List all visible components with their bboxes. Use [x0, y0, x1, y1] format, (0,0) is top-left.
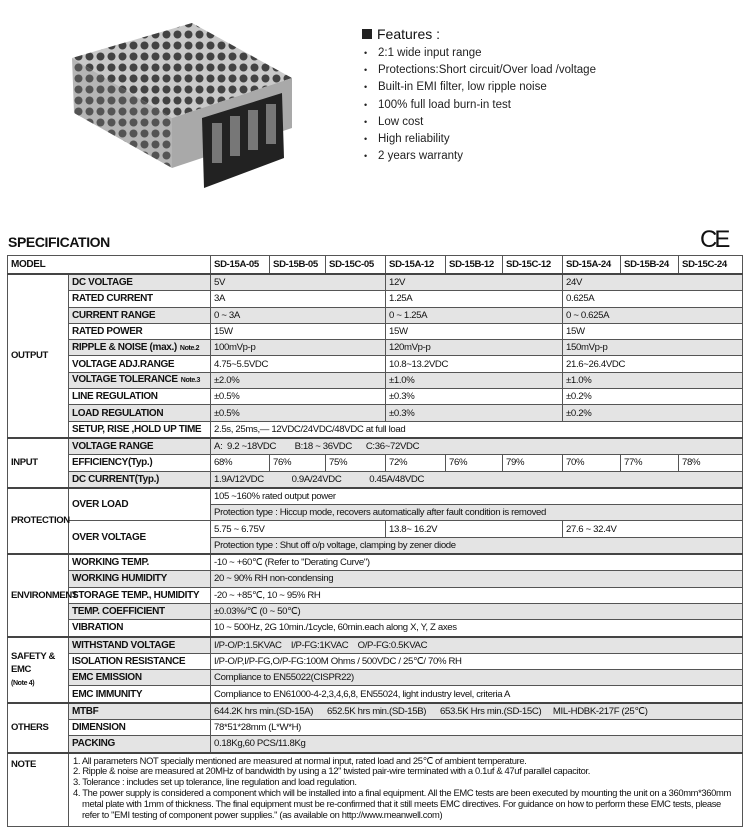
parameter-label [69, 405, 211, 421]
parameter-value: ±1.0% [563, 372, 743, 388]
parameter-label [69, 488, 211, 521]
section-name: OTHERS [11, 722, 49, 734]
parameter-value: 0 ~ 1.25A [386, 307, 563, 323]
parameter-label [69, 307, 211, 323]
parameter-label [69, 274, 211, 291]
parameter-name: EMC IMMUNITY [72, 688, 143, 700]
parameter-label [69, 323, 211, 339]
parameter-name: RIPPLE & NOISE (max.) [72, 341, 177, 353]
parameter-name: CURRENT RANGE [72, 309, 156, 321]
parameter-value: Compliance to EN61000-4-2,3,4,6,8, EN55024, light industry level, criteria A [211, 686, 743, 703]
section-name: OUTPUT [11, 350, 48, 362]
parameter-name: ISOLATION RESISTANCE [72, 655, 186, 667]
features-section [362, 26, 596, 165]
parameter-value: 10 ~ 500Hz, 2G 10min./1cycle, 60min.each along X, Y, Z axes [211, 620, 743, 637]
parameter-name: VIBRATION [72, 622, 124, 634]
parameter-value: 79% [503, 455, 563, 471]
table-row [8, 603, 743, 619]
parameter-name: DIMENSION [72, 722, 126, 734]
section-name: PROTECTION [11, 515, 70, 527]
table-row [8, 389, 743, 405]
parameter-label [69, 637, 211, 654]
parameter-value: 76% [446, 455, 503, 471]
parameter-value: 10.8~13.2VDC [386, 356, 563, 372]
table-row [8, 307, 743, 323]
table-row [8, 372, 743, 388]
parameter-value: ±0.5% [211, 405, 386, 421]
parameter-label [69, 521, 211, 554]
section-label [8, 637, 69, 703]
parameter-value: 1.9A/12VDC 0.9A/24VDC 0.45A/48VDC [211, 471, 743, 488]
parameter-value: ±2.0% [211, 372, 386, 388]
parameter-label [69, 554, 211, 571]
parameter-name: WORKING TEMP. [72, 557, 149, 569]
section-name: INPUT [11, 457, 38, 469]
parameter-value: 0.625A [563, 291, 743, 307]
parameter-name: EFFICIENCY(Typ.) [72, 457, 153, 469]
parameter-name: LINE REGULATION [72, 391, 158, 403]
parameter-name: MTBF [72, 705, 99, 717]
parameter-label [69, 291, 211, 307]
parameter-value: 24V [563, 274, 743, 291]
table-row [8, 488, 743, 505]
section-label [8, 488, 69, 554]
note-label: NOTE [8, 753, 69, 827]
parameter-name: DC VOLTAGE [72, 277, 133, 289]
parameter-value: 27.6 ~ 32.4V [563, 521, 743, 537]
table-row [8, 340, 743, 356]
parameter-label [69, 686, 211, 703]
table-row [8, 637, 743, 654]
parameter-value: ±0.5% [211, 389, 386, 405]
parameter-label [69, 653, 211, 669]
parameter-value: 78*51*28mm (L*W*H) [211, 720, 743, 736]
parameter-name: LOAD REGULATION [72, 407, 164, 419]
model-name: SD-15B-24 [621, 256, 679, 275]
parameter-note: Note.3 [180, 377, 201, 385]
parameter-value: 0 ~ 3A [211, 307, 386, 323]
parameter-label [69, 603, 211, 619]
parameter-name: RATED CURRENT [72, 293, 153, 305]
parameter-value: 4.75~5.5VDC [211, 356, 386, 372]
parameter-value: 644.2K hrs min.(SD-15A) 652.5K hrs min.(SD-15B) 653.5K Hrs min.(SD-15C) MIL-HDBK-217F (25℃) [211, 703, 743, 720]
parameter-label [69, 372, 211, 388]
model-name: SD-15B-12 [446, 256, 503, 275]
model-name: SD-15A-12 [386, 256, 446, 275]
parameter-value: ±0.3% [386, 389, 563, 405]
feature-item: • Protections:Short circuit/Over load /voltage [362, 62, 596, 79]
parameter-value: 5.75 ~ 6.75V [211, 521, 386, 537]
notes-cell [69, 753, 743, 827]
parameter-value: 77% [621, 455, 679, 471]
parameter-value: 100mVp-p [211, 340, 386, 356]
section-name: SAFETY & EMC [11, 650, 56, 675]
parameter-value: 78% [679, 455, 743, 471]
table-row [8, 455, 743, 471]
parameter-label [69, 587, 211, 603]
parameter-name: SETUP, RISE ,HOLD UP TIME [72, 423, 202, 435]
feature-item: • High reliability [362, 131, 596, 148]
parameter-value: -20 ~ +85℃, 10 ~ 95% RH [211, 587, 743, 603]
parameter-name: WITHSTAND VOLTAGE [72, 639, 175, 651]
parameter-name: DC CURRENT(Typ.) [72, 473, 159, 485]
table-row [8, 587, 743, 603]
table-row [8, 554, 743, 571]
model-name: SD-15A-24 [563, 256, 621, 275]
table-row [8, 703, 743, 720]
parameter-value: I/P-O/P,I/P-FG,O/P-FG:100M Ohms / 500VDC / 25℃/ 70% RH [211, 653, 743, 669]
note-item: 4. The power supply is considered a component which will be installed into a final equipment. All the EMC tests are been executed by mounting the unit on a 360mm*360mm metal plate with 1mm of thickness. The final equipment must be re-confirmed that it still meets EMC directives. For guidance on how to perform these EMC tests, please refer to "EMI testing of component power supplies." (as available on http://www.meanwell.com) [73, 787, 731, 820]
parameter-value: 68% [211, 455, 270, 471]
table-row [8, 620, 743, 637]
model-name: SD-15C-05 [326, 256, 386, 275]
parameter-value: 13.8~ 16.2V [386, 521, 563, 537]
parameter-label [69, 736, 211, 753]
table-row [8, 274, 743, 291]
parameter-value: 21.6~26.4VDC [563, 356, 743, 372]
feature-item: • Built-in EMI filter, low ripple noise [362, 79, 596, 96]
feature-item: • 100% full load burn-in test [362, 97, 596, 114]
parameter-label [69, 438, 211, 455]
note-item: 2. Ripple & noise are measured at 20MHz of bandwidth by using a 12" twisted pair-wire terminated with a 0.1uf & 47uf parallel capacitor. [73, 765, 590, 777]
model-label: MODEL [8, 256, 211, 275]
table-row [8, 356, 743, 372]
table-header-row [8, 256, 743, 275]
parameter-value: Protection type : Shut off o/p voltage, clamping by zener diode [211, 537, 743, 554]
table-row [8, 686, 743, 703]
parameter-value: ±0.03%/℃ (0 ~ 50℃) [211, 603, 743, 619]
note-item: 1. All parameters NOT specially mentioned are measured at normal input, rated load and 25℃ of ambient temperature. [73, 754, 527, 766]
table-row [8, 438, 743, 455]
parameter-value: 15W [386, 323, 563, 339]
section-name: ENVIRONMENT [11, 589, 78, 601]
table-row [8, 571, 743, 587]
parameter-name: VOLTAGE ADJ.RANGE [72, 358, 175, 370]
parameter-value: A: 9.2 ~18VDC B:18 ~ 36VDC C:36~72VDC [211, 438, 743, 455]
table-row [8, 405, 743, 421]
specification-table [7, 255, 743, 827]
feature-item: • Low cost [362, 114, 596, 131]
parameter-value: 75% [326, 455, 386, 471]
specification-title: SPECIFICATION [8, 234, 110, 250]
parameter-label [69, 455, 211, 471]
parameter-label [69, 389, 211, 405]
table-row [8, 471, 743, 488]
parameter-value: 1.25A [386, 291, 563, 307]
parameter-value: 5V [211, 274, 386, 291]
parameter-label [69, 720, 211, 736]
table-row [8, 720, 743, 736]
parameter-value: Protection type : Hiccup mode, recovers automatically after fault condition is removed [211, 505, 743, 521]
parameter-name: VOLTAGE RANGE [72, 441, 154, 453]
parameter-name: OVER VOLTAGE [72, 531, 146, 543]
parameter-value: 120mVp-p [386, 340, 563, 356]
parameter-name: PACKING [72, 738, 115, 750]
model-name: SD-15C-12 [503, 256, 563, 275]
feature-item: • 2 years warranty [362, 148, 596, 165]
parameter-name: OVER LOAD [72, 499, 129, 511]
parameter-value: 76% [270, 455, 326, 471]
table-row [8, 291, 743, 307]
table-row [8, 653, 743, 669]
parameter-label [69, 571, 211, 587]
parameter-value: ±0.3% [386, 405, 563, 421]
parameter-name: EMC EMISSION [72, 672, 142, 684]
section-label [8, 438, 69, 488]
section-note: (Note 4) [11, 679, 35, 687]
parameter-label [69, 670, 211, 686]
parameter-value: 72% [386, 455, 446, 471]
parameter-note: Note.2 [179, 344, 200, 352]
square-bullet-icon [362, 29, 372, 39]
model-name: SD-15B-05 [270, 256, 326, 275]
table-row [8, 521, 743, 537]
parameter-value: 3A [211, 291, 386, 307]
table-row [8, 421, 743, 438]
feature-item: • 2:1 wide input range [362, 45, 596, 62]
table-row [8, 323, 743, 339]
parameter-value: -10 ~ +60℃ (Refer to "Derating Curve") [211, 554, 743, 571]
parameter-label [69, 356, 211, 372]
note-row [8, 753, 743, 827]
table-row [8, 736, 743, 753]
parameter-label [69, 620, 211, 637]
parameter-label [69, 421, 211, 438]
table-row [8, 670, 743, 686]
model-name: SD-15C-24 [679, 256, 743, 275]
parameter-value: ±1.0% [386, 372, 563, 388]
parameter-label [69, 471, 211, 488]
parameter-value: ±0.2% [563, 389, 743, 405]
section-label [8, 554, 78, 636]
parameter-value: 12V [386, 274, 563, 291]
features-title: Features : [377, 26, 441, 42]
parameter-value: 0 ~ 0.625A [563, 307, 743, 323]
parameter-value: 70% [563, 455, 621, 471]
section-label [8, 703, 69, 753]
parameter-value: 150mVp-p [563, 340, 743, 356]
ce-mark-logo: CE [700, 226, 728, 253]
parameter-value: 2.5s, 25ms,— 12VDC/24VDC/48VDC at full load [211, 421, 743, 438]
parameter-value: 15W [563, 323, 743, 339]
parameter-name: VOLTAGE TOLERANCE [72, 374, 178, 386]
product-image [62, 18, 302, 203]
parameter-name: RATED POWER [72, 326, 143, 338]
parameter-name: WORKING HUMIDITY [72, 573, 167, 585]
parameter-value: 20 ~ 90% RH non-condensing [211, 571, 743, 587]
features-list [362, 45, 596, 165]
parameter-value: Compliance to EN55022(CISPR22) [211, 670, 743, 686]
section-label [8, 274, 69, 438]
parameter-name: STORAGE TEMP., HUMIDITY [72, 589, 200, 601]
parameter-value: ±0.2% [563, 405, 743, 421]
parameter-value: 15W [211, 323, 386, 339]
parameter-label [69, 703, 211, 720]
model-name: SD-15A-05 [211, 256, 270, 275]
parameter-name: TEMP. COEFFICIENT [72, 606, 165, 618]
note-item: 3. Tolerance : includes set up tolerance, line regulation and load regulation. [73, 776, 357, 788]
parameter-label [69, 340, 211, 356]
parameter-value: I/P-O/P:1.5KVAC I/P-FG:1KVAC O/P-FG:0.5KVAC [211, 637, 743, 654]
parameter-value: 0.18Kg,60 PCS/11.8Kg [211, 736, 743, 753]
parameter-value: 105 ~160% rated output power [211, 488, 743, 505]
